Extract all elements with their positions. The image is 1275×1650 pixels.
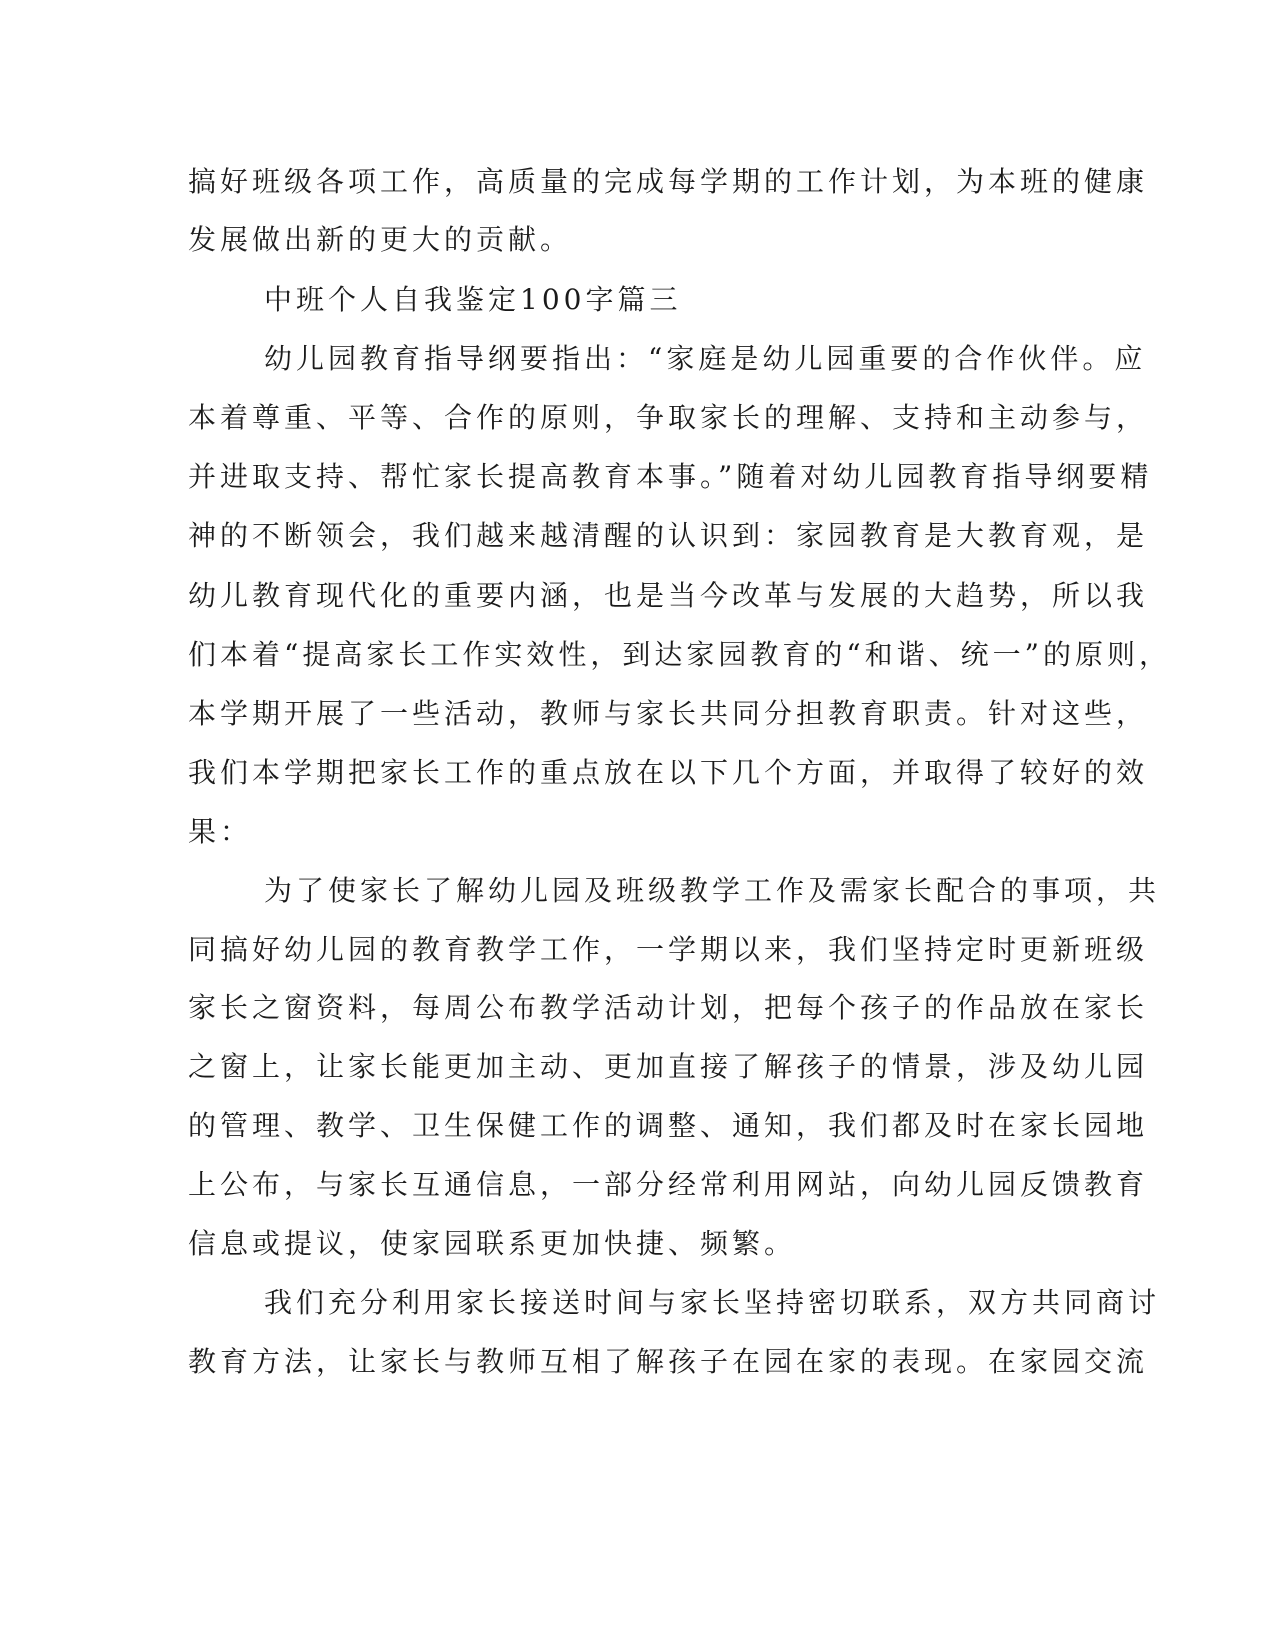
text-line: 我们充分利用家长接送时间与家长坚持密切联系，双方共同商讨: [264, 1286, 1161, 1319]
text-line: 果：: [188, 815, 253, 848]
text-line: 本学期开展了一些活动，教师与家长共同分担教育职责。针对这些，: [188, 697, 1149, 730]
text-line: 们本着“提高家长工作实效性，到达家园教育的“和谐、统一”的原则，: [188, 638, 1171, 671]
text-line: 搞好班级各项工作，高质量的完成每学期的工作计划，为本班的健康: [188, 165, 1149, 198]
section-heading: 中班个人自我鉴定100字篇三: [264, 283, 682, 316]
text-line: 幼儿园教育指导纲要指出：“家庭是幼儿园重要的合作伙伴。应: [264, 342, 1147, 375]
text-line: 并进取支持、帮忙家长提高教育本事。”随着对幼儿园教育指导纲要精: [188, 460, 1153, 493]
text-line: 家长之窗资料，每周公布教学活动计划，把每个孩子的作品放在家长: [188, 991, 1149, 1024]
text-line: 为了使家长了解幼儿园及班级教学工作及需家长配合的事项，共: [264, 874, 1161, 907]
text-line: 幼儿教育现代化的重要内涵，也是当今改革与发展的大趋势，所以我: [188, 579, 1149, 612]
text-line: 的管理、教学、卫生保健工作的调整、通知，我们都及时在家长园地: [188, 1109, 1149, 1142]
text-line: 神的不断领会，我们越来越清醒的认识到：家园教育是大教育观，是: [188, 519, 1149, 552]
text-line: 本着尊重、平等、合作的原则，争取家长的理解、支持和主动参与，: [188, 401, 1149, 434]
text-line: 之窗上，让家长能更加主动、更加直接了解孩子的情景，涉及幼儿园: [188, 1050, 1149, 1083]
text-line: 信息或提议，使家园联系更加快捷、频繁。: [188, 1227, 797, 1260]
text-line: 我们本学期把家长工作的重点放在以下几个方面，并取得了较好的效: [188, 756, 1149, 789]
text-line: 同搞好幼儿园的教育教学工作，一学期以来，我们坚持定时更新班级: [188, 933, 1149, 966]
text-line: 发展做出新的更大的贡献。: [188, 223, 573, 256]
text-line: 教育方法，让家长与教师互相了解孩子在园在家的表现。在家园交流: [188, 1345, 1149, 1378]
text-line: 上公布，与家长互通信息，一部分经常利用网站，向幼儿园反馈教育: [188, 1168, 1149, 1201]
